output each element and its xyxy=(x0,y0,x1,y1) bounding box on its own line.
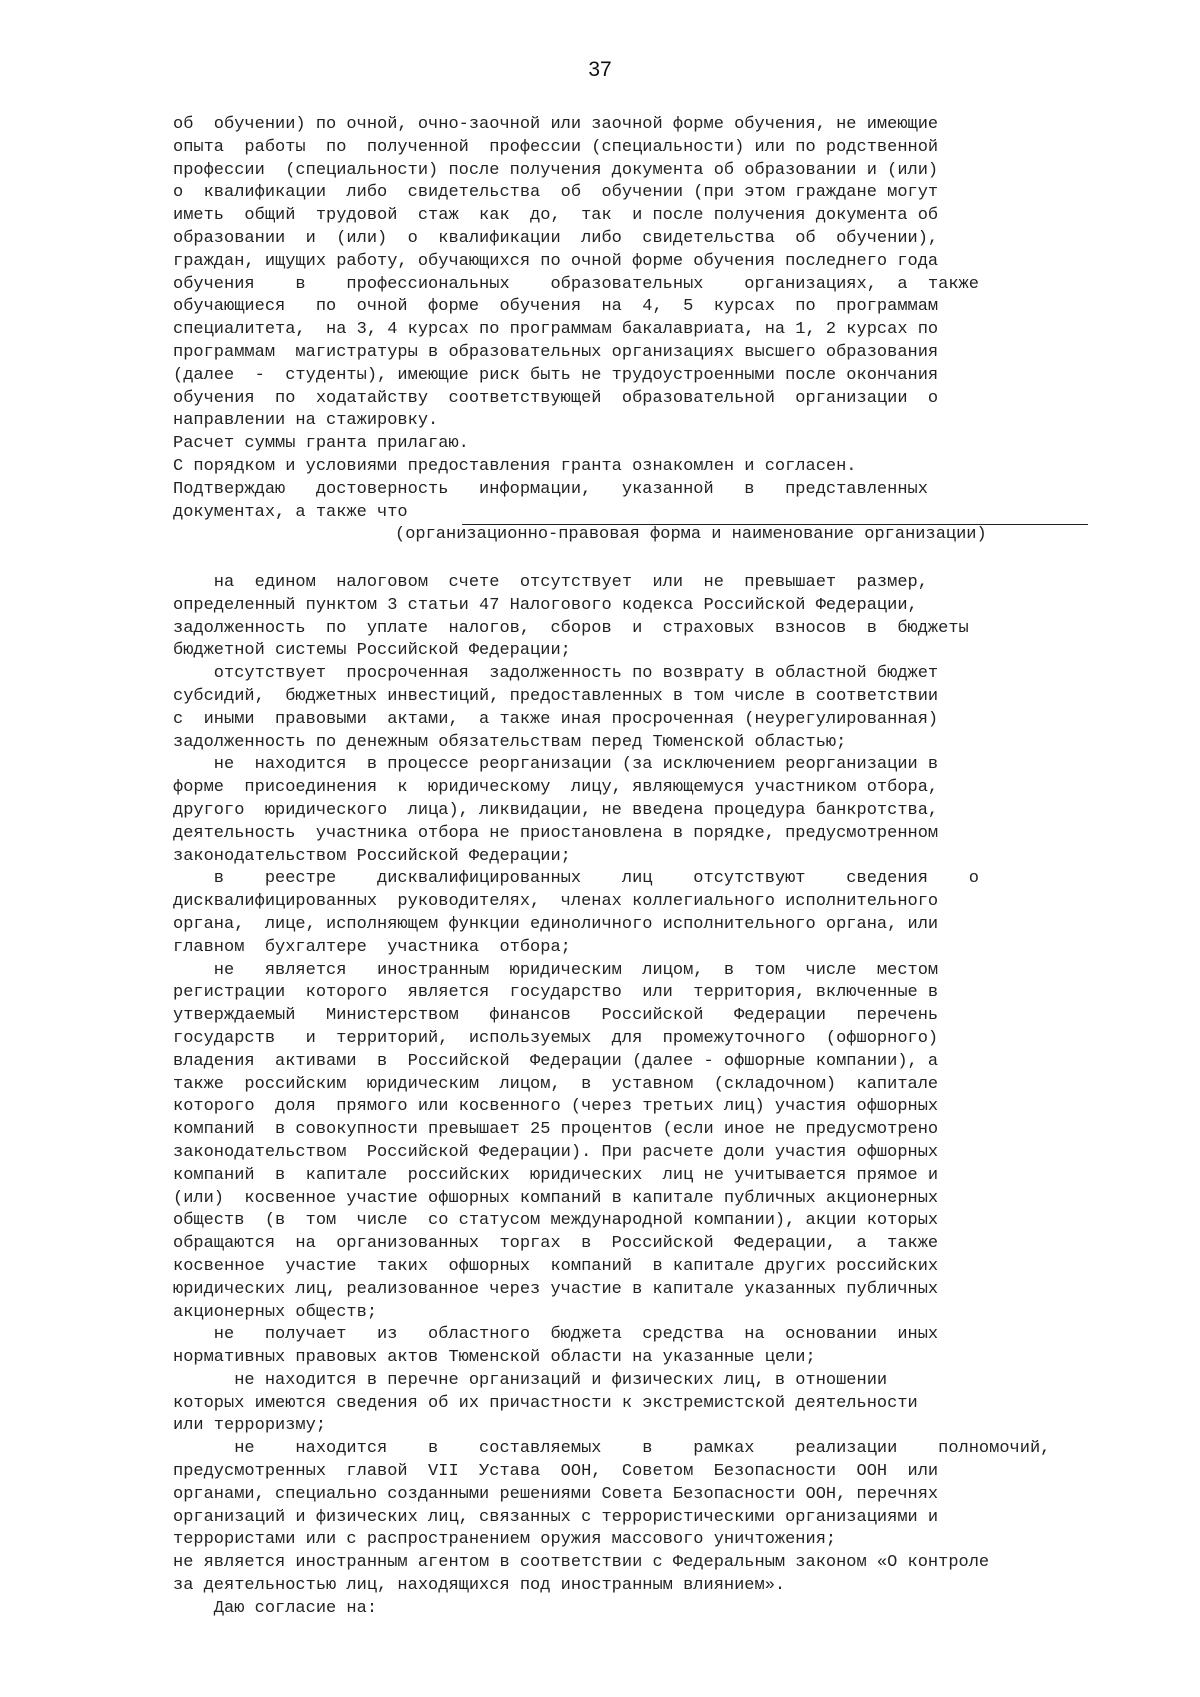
text-line: субсидий, бюджетных инвестиций, предоставленных в том числе в соответствии xyxy=(173,686,939,706)
text-line: регистрации которого является государство или территория, включенные в xyxy=(173,983,939,1003)
text-line: компаний в капитале российских юридических лиц не учитывается прямое и xyxy=(173,1165,939,1185)
text-line: за деятельностью лиц, находящихся под иностранным влиянием». xyxy=(173,1576,786,1596)
text-line: задолженность по уплате налогов, сборов и страховых взносов в бюджеты xyxy=(173,618,969,638)
text-line: С порядком и условиями предоставления гранта ознакомлен и согласен. xyxy=(173,456,857,476)
text-line: или терроризму; xyxy=(173,1416,327,1436)
text-line: не находится в процессе реорганизации (за исключением реорганизации в xyxy=(173,755,939,775)
confirmation-block xyxy=(173,572,1093,1621)
text-line: Даю согласие на: xyxy=(173,1598,378,1618)
text-line: нормативных правовых актов Тюменской области на указанные цели; xyxy=(173,1348,816,1368)
text-line: иметь общий трудовой стаж как до, так и после получения документа об xyxy=(173,206,939,226)
text-line: о квалификации либо свидетельства об обучении (при этом граждане могут xyxy=(173,183,939,203)
text-line: не является иностранным юридическим лицом, в том числе местом xyxy=(173,960,939,980)
text-line: об обучении) по очной, очно-заочной или заочной форме обучения, не имеющие xyxy=(173,115,939,134)
text-line: (или) косвенное участие офшорных компаний в капитале публичных акционерных xyxy=(173,1188,939,1208)
text-line: другого юридического лица), ликвидации, не введена процедура банкротства, xyxy=(173,800,939,820)
text-line: бюджетной системы Российской Федерации; xyxy=(173,641,571,661)
text-line: государств и территорий, используемых для промежуточного (офшорного) xyxy=(173,1028,939,1048)
organization-name-caption: (организационно-правовая форма и наименование организации) xyxy=(395,525,987,544)
text-line: главном бухгалтере участника отбора; xyxy=(173,937,571,957)
text-line: террористами или с распространением оружия массового уничтожения; xyxy=(173,1530,837,1550)
text-line: форме присоединения к юридическому лицу, являющемуся участником отбора, xyxy=(173,778,939,798)
text-line: акционерных обществ; xyxy=(173,1302,378,1322)
text-line: задолженность по денежным обязательствам перед Тюменской областью; xyxy=(173,732,847,752)
statement-block xyxy=(173,114,1093,524)
text-line: которого доля прямого или косвенного (через третьих лиц) участия офшорных xyxy=(173,1097,939,1117)
text-line: направлении на стажировку. xyxy=(173,411,439,431)
text-line: которых имеются сведения об их причастности к экстремистской деятельности xyxy=(173,1393,918,1413)
text-line: Расчет суммы гранта прилагаю. xyxy=(173,434,469,454)
page-number: 37 xyxy=(588,58,612,81)
text-line: в реестре дисквалифицированных лиц отсутствуют сведения о xyxy=(173,869,979,889)
text-line: программам магистратуры в образовательных организациях высшего образования xyxy=(173,342,939,362)
text-line: граждан, ищущих работу, обучающихся по очной форме обучения последнего года xyxy=(173,251,939,271)
text-line: на едином налоговом счете отсутствует или не превышает размер, xyxy=(173,573,928,592)
text-line: утверждаемый Министерством финансов Российской Федерации перечень xyxy=(173,1006,939,1026)
text-line: также российским юридическим лицом, в уставном (складочном) капитале xyxy=(173,1074,939,1094)
text-line: организаций и физических лиц, связанных с террористическими организациями и xyxy=(173,1507,939,1527)
text-line: законодательством Российской Федерации; xyxy=(173,846,571,866)
text-line: отсутствует просроченная задолженность по возврату в областной бюджет xyxy=(173,664,939,684)
text-line: специалитета, на 3, 4 курсах по программам бакалавриата, на 1, 2 курсах по xyxy=(173,320,939,340)
text-line: документах, а также что xyxy=(173,502,408,522)
text-line: образовании и (или) о квалификации либо свидетельства об обучении), xyxy=(173,228,939,248)
text-line: юридических лиц, реализованное через участие в капитале указанных публичных xyxy=(173,1279,939,1299)
text-line: профессии (специальности) после получения документа об образовании и (или) xyxy=(173,160,939,180)
text-line: органами, специально созданными решениями Совета Безопасности ООН, перечнях xyxy=(173,1484,939,1504)
text-line: определенный пунктом 3 статьи 47 Налогового кодекса Российской Федерации, xyxy=(173,595,918,615)
text-line: косвенное участие таких офшорных компаний в капитале других российских xyxy=(173,1256,939,1276)
text-line: деятельность участника отбора не приостановлена в порядке, предусмотренном xyxy=(173,823,939,843)
text-line: (далее - студенты), имеющие риск быть не трудоустроенными после окончания xyxy=(173,365,939,385)
text-line: не является иностранным агентом в соответствии с Федеральным законом «О контроле xyxy=(173,1553,990,1573)
text-line: не находится в перечне организаций и физических лиц, в отношении xyxy=(173,1370,888,1390)
text-line: не находится в составляемых в рамках реализации полномочий, xyxy=(173,1439,1051,1459)
text-line: опыта работы по полученной профессии (специальности) или по родственной xyxy=(173,137,939,157)
text-line: Подтверждаю достоверность информации, указанной в представленных xyxy=(173,479,928,499)
text-line: с иными правовыми актами, а также иная просроченная (неурегулированная) xyxy=(173,709,939,729)
text-line: предусмотренных главой VII Устава ООН, Советом Безопасности ООН или xyxy=(173,1462,939,1482)
text-line: обществ (в том числе со статусом международной компании), акции которых xyxy=(173,1211,939,1231)
text-line: законодательством Российской Федерации). При расчете доли участия офшорных xyxy=(173,1142,939,1162)
text-line: компаний в совокупности превышает 25 процентов (если иное не предусмотрено xyxy=(173,1120,939,1140)
text-line: обучения по ходатайству соответствующей образовательной организации о xyxy=(173,388,939,408)
text-line: органа, лице, исполняющем функции единоличного исполнительного органа, или xyxy=(173,914,939,934)
text-line: обучения в профессиональных образовательных организациях, а также xyxy=(173,274,979,294)
text-line: не получает из областного бюджета средства на основании иных xyxy=(173,1325,939,1345)
text-line: обращаются на организованных торгах в Российской Федерации, а также xyxy=(173,1234,939,1254)
text-line: владения активами в Российской Федерации (далее - офшорные компании), а xyxy=(173,1051,939,1071)
text-line: дисквалифицированных руководителях, членах коллегиального исполнительного xyxy=(173,892,939,912)
text-line: обучающиеся по очной форме обучения на 4, 5 курсах по программам xyxy=(173,297,939,317)
